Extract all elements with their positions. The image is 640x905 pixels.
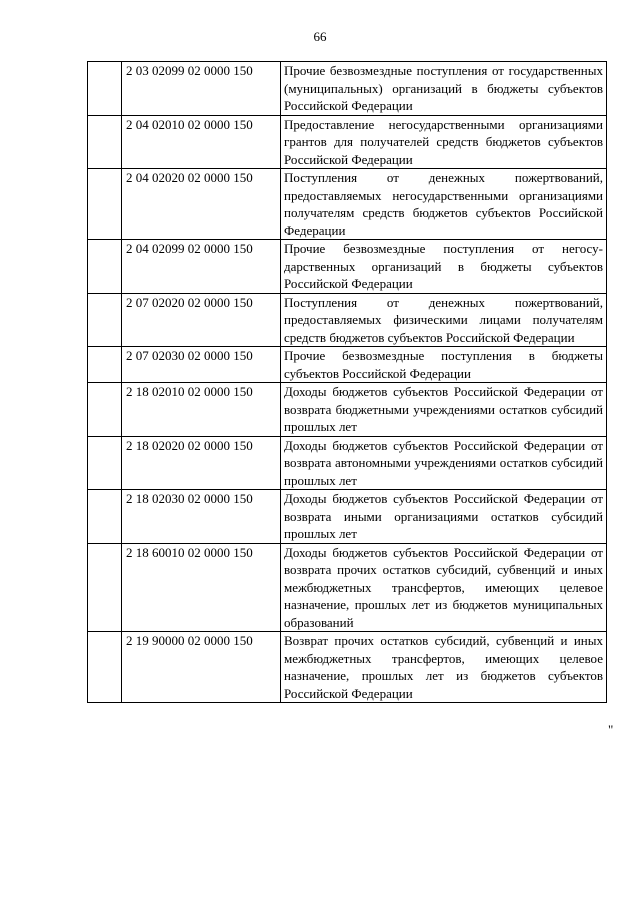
budget-code: 2 04 02020 02 0000 150 [122, 169, 281, 240]
budget-code: 2 18 02030 02 0000 150 [122, 490, 281, 544]
income-description: Возврат прочих остатков субсидий, субвенций и иных межбюджетных трансфертов, имеющих целевое назначение, прошлых лет из бюджетов субъектов Российской Федерации [281, 632, 607, 703]
budget-code: 2 07 02030 02 0000 150 [122, 347, 281, 383]
income-description: Доходы бюджетов субъектов Российской Федерации от возврата автономными учреждениями остатков субсидий прошлых лет [281, 436, 607, 490]
blank-cell [88, 115, 122, 169]
income-description: Прочие безвозмездные поступления в бюджеты субъектов Российской Федерации [281, 347, 607, 383]
blank-cell [88, 293, 122, 347]
income-description: Поступления от денежных пожертвований, предоставляемых негосударственными организациями получателям средств бюджетов субъектов Российской Федерации [281, 169, 607, 240]
page-number: 66 [313, 29, 327, 44]
blank-cell [88, 543, 122, 632]
income-description: Прочие безвозмездные поступления от негосударственных организаций в бюджеты субъектов Российской Федерации [281, 240, 607, 294]
table-row [88, 115, 607, 169]
table-row [88, 62, 607, 116]
blank-cell [88, 632, 122, 703]
budget-code: 2 18 60010 02 0000 150 [122, 543, 281, 632]
table-row [88, 543, 607, 632]
income-description: Предоставление негосударственными организациями грантов для получателей средств бюджетов субъектов Российской Федерации [281, 115, 607, 169]
budget-code: 2 04 02099 02 0000 150 [122, 240, 281, 294]
table-row [88, 293, 607, 347]
budget-code: 2 07 02020 02 0000 150 [122, 293, 281, 347]
table-row [88, 240, 607, 294]
table-row [88, 490, 607, 544]
blank-cell [88, 62, 122, 116]
blank-cell [88, 169, 122, 240]
blank-cell [88, 490, 122, 544]
blank-cell [88, 436, 122, 490]
blank-cell [88, 383, 122, 437]
table-row [88, 436, 607, 490]
budget-code-table [87, 61, 607, 703]
budget-code: 2 18 02020 02 0000 150 [122, 436, 281, 490]
blank-cell [88, 240, 122, 294]
budget-code: 2 19 90000 02 0000 150 [122, 632, 281, 703]
income-description: Прочие безвозмездные поступления от государственных (муниципальных) организаций в бюджеты субъектов Российской Федерации [281, 62, 607, 116]
table-row [88, 632, 607, 703]
income-description: Доходы бюджетов субъектов Российской Федерации от возврата иными организациями остатков субсидий прошлых лет [281, 490, 607, 544]
income-description: Поступления от денежных пожертвований, предоставляемых физическими лицами получателям средств бюджетов субъектов Российской Федерации [281, 293, 607, 347]
budget-code: 2 18 02010 02 0000 150 [122, 383, 281, 437]
blank-cell [88, 347, 122, 383]
budget-code: 2 04 02010 02 0000 150 [122, 115, 281, 169]
table-row [88, 383, 607, 437]
budget-code: 2 03 02099 02 0000 150 [122, 62, 281, 116]
table-row [88, 169, 607, 240]
closing-quote-mark: " [608, 722, 614, 737]
income-description: Доходы бюджетов субъектов Российской Федерации от возврата бюджетными учреждениями остатков субсидий прошлых лет [281, 383, 607, 437]
income-description: Доходы бюджетов субъектов Российской Федерации от возврата прочих остатков субсидий, субвенций и иных межбюджетных трансфертов, имеющих целевое назначение, прошлых лет из бюджетов муниципальных образований [281, 543, 607, 632]
table-row [88, 347, 607, 383]
